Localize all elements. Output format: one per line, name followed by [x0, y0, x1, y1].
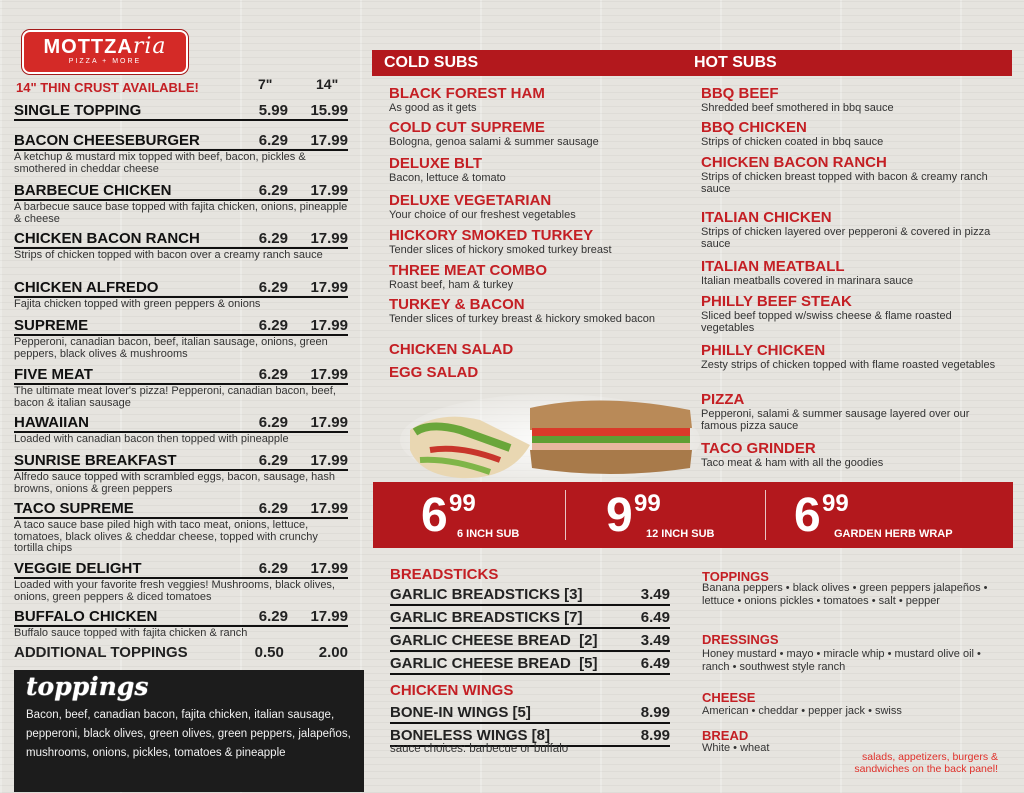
additional-toppings-row — [14, 644, 348, 661]
pizza-price-7: 6.29 — [258, 317, 288, 334]
pizza-desc: Alfredo sauce topped with scrambled eggs, bacon, sausage, hash browns, onions & green peppers — [14, 471, 336, 495]
breadstick-price: 3.49 — [640, 632, 670, 649]
pizza-price-14: 17.99 — [310, 500, 348, 517]
cold-sub-desc: Bologna, genoa salami & summer sausage — [389, 136, 599, 148]
hot-sub-name: ITALIAN CHICKEN — [701, 209, 832, 226]
logo-name-script: ria — [132, 34, 167, 59]
banner-divider — [565, 490, 566, 540]
extras-toppings-text: Banana peppers • black olives • green peppers jalapeños • lettuce • onions pickles • tomatoes • salt • pepper — [702, 582, 988, 607]
cold-sub-item — [389, 365, 689, 381]
pizza-price-14: 17.99 — [310, 230, 348, 247]
cold-sub-name: DELUXE BLT — [389, 155, 483, 172]
breadstick-item — [390, 655, 670, 675]
pizza-price-7: 6.29 — [258, 230, 288, 247]
price-12-inch-sub: 9 99 12 INCH SUB — [606, 489, 715, 542]
pizza-item — [14, 366, 348, 409]
breadstick-item — [390, 586, 670, 606]
hot-sub-name: ITALIAN MEATBALL — [701, 258, 845, 275]
pizza-item — [14, 279, 348, 311]
hot-sub-name: PHILLY BEEF STEAK — [701, 293, 852, 310]
hot-sub-item — [701, 86, 1001, 114]
cold-sub-name: DELUXE VEGETARIAN — [389, 192, 552, 209]
pizza-name: SINGLE TOPPING — [14, 102, 142, 119]
pizza-name: CHICKEN BACON RANCH — [14, 230, 200, 247]
pizza-price-7: 6.29 — [258, 279, 288, 296]
hot-sub-name: BBQ BEEF — [701, 85, 779, 102]
dressings-title: DRESSINGS — [702, 632, 779, 647]
pizza-name: HAWAIIAN — [14, 414, 89, 431]
pizza-price-7: 6.29 — [258, 132, 288, 149]
cold-sub-item — [389, 86, 689, 114]
hot-sub-name: PHILLY CHICKEN — [701, 342, 826, 359]
hot-sub-desc: Pepperoni, salami & summer sausage layered over our famous pizza sauce — [701, 408, 970, 432]
hot-sub-item — [701, 294, 1001, 334]
pizza-desc: Fajita chicken topped with green peppers & onions — [14, 298, 261, 310]
pizza-price-14: 15.99 — [310, 102, 348, 119]
additional-price-14: 2.00 — [318, 644, 348, 661]
price-6-inch-sub: 6 99 6 INCH SUB — [421, 489, 520, 542]
toppings-title: toppings — [26, 672, 149, 701]
breadstick-name: GARLIC BREADSTICKS [3] — [390, 586, 583, 603]
pizza-desc: Strips of chicken topped with bacon over a creamy ranch sauce — [14, 249, 323, 261]
hot-sub-desc: Shredded beef smothered in bbq sauce — [701, 102, 894, 114]
cold-sub-item — [389, 193, 689, 221]
pizza-desc: Loaded with your favorite fresh veggies! Mushrooms, black olives, onions, green peppers & diced tomatoes — [14, 579, 335, 603]
banner-divider — [765, 490, 766, 540]
breadstick-price: 6.49 — [640, 609, 670, 626]
pizza-desc: The ultimate meat lover's pizza! Pepperoni, canadian bacon, beef, bacon & italian sausage — [14, 385, 336, 409]
pizza-price-7: 6.29 — [258, 452, 288, 469]
pizza-item — [14, 560, 348, 603]
breadsticks-title: BREADSTICKS — [390, 566, 499, 583]
pizza-price-14: 17.99 — [310, 452, 348, 469]
size-large-header: 14" — [316, 76, 339, 92]
bread-text: White • wheat — [702, 742, 770, 754]
pizza-desc: A taco sauce base piled high with taco meat, onions, lettuce, tomatoes, black olives & cheddar cheese, topped with crunchy tortilla chips — [14, 519, 318, 554]
breadstick-name: GARLIC CHEESE BREAD [2] — [390, 632, 598, 649]
logo-tagline: PIZZA + MORE — [68, 58, 142, 65]
hot-sub-desc: Taco meat & ham with all the goodies — [701, 457, 884, 469]
cold-sub-desc: Your choice of our freshest vegetables — [389, 209, 576, 221]
pizza-price-14: 17.99 — [310, 317, 348, 334]
pizza-price-14: 17.99 — [310, 608, 348, 625]
cold-sub-name: EGG SALAD — [389, 364, 479, 381]
hot-subs-title: HOT SUBS — [694, 54, 777, 71]
cold-sub-name: TURKEY & BACON — [389, 296, 525, 313]
pizza-price-7: 6.29 — [258, 560, 288, 577]
pizza-price-14: 17.99 — [310, 560, 348, 577]
pizza-item — [14, 132, 348, 175]
cold-sub-item — [389, 120, 689, 148]
sub-price-banner — [373, 482, 1013, 548]
wing-name: BONELESS WINGS [8] — [390, 727, 551, 744]
pizza-price-7: 6.29 — [258, 182, 288, 199]
pizza-name: BUFFALO CHICKEN — [14, 608, 158, 625]
cold-sub-desc: Tender slices of turkey breast & hickory smoked bacon — [389, 313, 655, 325]
logo-name: MOTTZA — [43, 36, 133, 58]
hot-sub-item — [701, 259, 1001, 287]
pizza-price-14: 17.99 — [310, 414, 348, 431]
pizza-desc: A ketchup & mustard mix topped with beef, bacon, pickles & smothered in cheddar cheese — [14, 151, 306, 175]
pizza-name: FIVE MEAT — [14, 366, 93, 383]
hot-sub-name: TACO GRINDER — [701, 440, 816, 457]
pizza-name: SUPREME — [14, 317, 89, 334]
subs-header-bar — [372, 50, 1012, 76]
cold-sub-desc: As good as it gets — [389, 102, 477, 114]
wings-title: CHICKEN WINGS — [390, 682, 514, 699]
pizza-item — [14, 317, 348, 360]
pizza-desc: Pepperoni, canadian bacon, beef, italian sausage, onions, green peppers, black olives & mushrooms — [14, 336, 328, 360]
hot-sub-item — [701, 120, 1001, 148]
cold-sub-name: BLACK FOREST HAM — [389, 85, 545, 102]
hot-sub-desc: Italian meatballs covered in marinara sauce — [701, 275, 914, 287]
cold-sub-name: CHICKEN SALAD — [389, 341, 514, 358]
hot-sub-name: PIZZA — [701, 391, 745, 408]
hot-sub-item — [701, 392, 1001, 432]
breadstick-price: 3.49 — [640, 586, 670, 603]
hot-sub-desc: Sliced beef topped w/swiss cheese & flame roasted vegetables — [701, 310, 952, 334]
hot-sub-item — [701, 210, 1001, 250]
pizza-name: BACON CHEESEBURGER — [14, 132, 200, 149]
wing-item — [390, 704, 670, 724]
pizza-item — [14, 102, 348, 121]
cheese-text: American • cheddar • pepper jack • swiss — [702, 705, 902, 717]
hot-sub-desc: Zesty strips of chicken topped with flame roasted vegetables — [701, 359, 996, 371]
hot-sub-name: CHICKEN BACON RANCH — [701, 154, 887, 171]
bread-title: BREAD — [702, 728, 749, 743]
breadstick-name: GARLIC CHEESE BREAD [5] — [390, 655, 598, 672]
pizza-name: BARBECUE CHICKEN — [14, 182, 172, 199]
pizza-name: TACO SUPREME — [14, 500, 134, 517]
cold-sub-desc: Bacon, lettuce & tomato — [389, 172, 506, 184]
hot-sub-name: BBQ CHICKEN — [701, 119, 807, 136]
pizza-price-7: 6.29 — [258, 366, 288, 383]
pizza-price-7: 6.29 — [258, 414, 288, 431]
cold-sub-item — [389, 156, 689, 184]
pizza-price-7: 5.99 — [258, 102, 288, 119]
cold-subs-title: COLD SUBS — [384, 54, 479, 71]
pizza-desc: Buffalo sauce topped with fajita chicken & ranch — [14, 627, 248, 639]
price-garden-herb-wrap: 6 99 GARDEN HERB WRAP — [794, 489, 953, 542]
cold-sub-item — [389, 263, 689, 291]
cold-sub-desc: Tender slices of hickory smoked turkey breast — [389, 244, 612, 256]
pizza-desc: A barbecue sauce base topped with fajita chicken, onions, pineapple & cheese — [14, 201, 348, 225]
pizza-name: CHICKEN ALFREDO — [14, 279, 159, 296]
cold-sub-name: THREE MEAT COMBO — [389, 262, 548, 279]
pizza-price-14: 17.99 — [310, 182, 348, 199]
pizza-name: SUNRISE BREAKFAST — [14, 452, 177, 469]
toppings-panel — [14, 670, 364, 792]
cold-sub-name: COLD CUT SUPREME — [389, 119, 545, 136]
wing-name: BONE-IN WINGS [5] — [390, 704, 531, 721]
pizza-price-14: 17.99 — [310, 279, 348, 296]
pizza-item — [14, 414, 348, 446]
back-panel-note: salads, appetizers, burgers & sandwiches on the back panel! — [854, 751, 998, 775]
pizza-item — [14, 452, 348, 495]
wing-sauce-note: sauce choices: barbecue or buffalo — [390, 743, 569, 755]
cold-sub-item — [389, 297, 689, 325]
additional-toppings-name: ADDITIONAL TOPPINGS — [14, 644, 188, 661]
breadstick-item — [390, 609, 670, 629]
hot-sub-item — [701, 441, 1001, 469]
breadstick-name: GARLIC BREADSTICKS [7] — [390, 609, 583, 626]
cheese-title: CHEESE — [702, 690, 756, 705]
dressings-text: Honey mustard • mayo • miracle whip • mustard olive oil • ranch • southwest style ranch — [702, 648, 981, 673]
toppings-text: Bacon, beef, canadian bacon, fajita chicken, italian sausage, pepperoni, black olives, green olives, green peppers, jalapeños, mushrooms, onions, pickles, tomatoes & pineapple — [26, 709, 351, 759]
pizza-item — [14, 608, 348, 640]
pizza-item — [14, 230, 348, 262]
size-small-header: 7" — [258, 76, 273, 92]
additional-price-7: 0.50 — [254, 644, 284, 661]
breadstick-item — [390, 632, 670, 652]
cold-sub-desc: Roast beef, ham & turkey — [389, 279, 514, 291]
sub-sandwich-image — [400, 390, 700, 482]
hot-sub-desc: Strips of chicken coated in bbq sauce — [701, 136, 884, 148]
hot-sub-item — [701, 343, 1001, 371]
crust-note: 14" THIN CRUST AVAILABLE! — [16, 80, 199, 95]
pizza-price-14: 17.99 — [310, 132, 348, 149]
wing-price: 8.99 — [640, 704, 670, 721]
pizza-item — [14, 500, 348, 555]
pizza-item — [14, 182, 348, 225]
brand-logo — [22, 30, 188, 74]
hot-sub-desc: Strips of chicken layered over pepperoni & covered in pizza sauce — [701, 226, 991, 250]
hot-sub-desc: Strips of chicken breast topped with bacon & creamy ranch sauce — [701, 171, 988, 195]
pizza-price-14: 17.99 — [310, 366, 348, 383]
pizza-desc: Loaded with canadian bacon then topped with pineapple — [14, 433, 289, 445]
pizza-price-7: 6.29 — [258, 608, 288, 625]
extras-toppings-title: TOPPINGS — [702, 569, 769, 584]
pizza-price-7: 6.29 — [258, 500, 288, 517]
pizza-name: VEGGIE DELIGHT — [14, 560, 142, 577]
hot-sub-item — [701, 155, 1001, 195]
cold-sub-item — [389, 228, 689, 256]
breadstick-price: 6.49 — [640, 655, 670, 672]
cold-sub-name: HICKORY SMOKED TURKEY — [389, 227, 594, 244]
cold-sub-item — [389, 342, 689, 358]
wing-price: 8.99 — [640, 727, 670, 744]
